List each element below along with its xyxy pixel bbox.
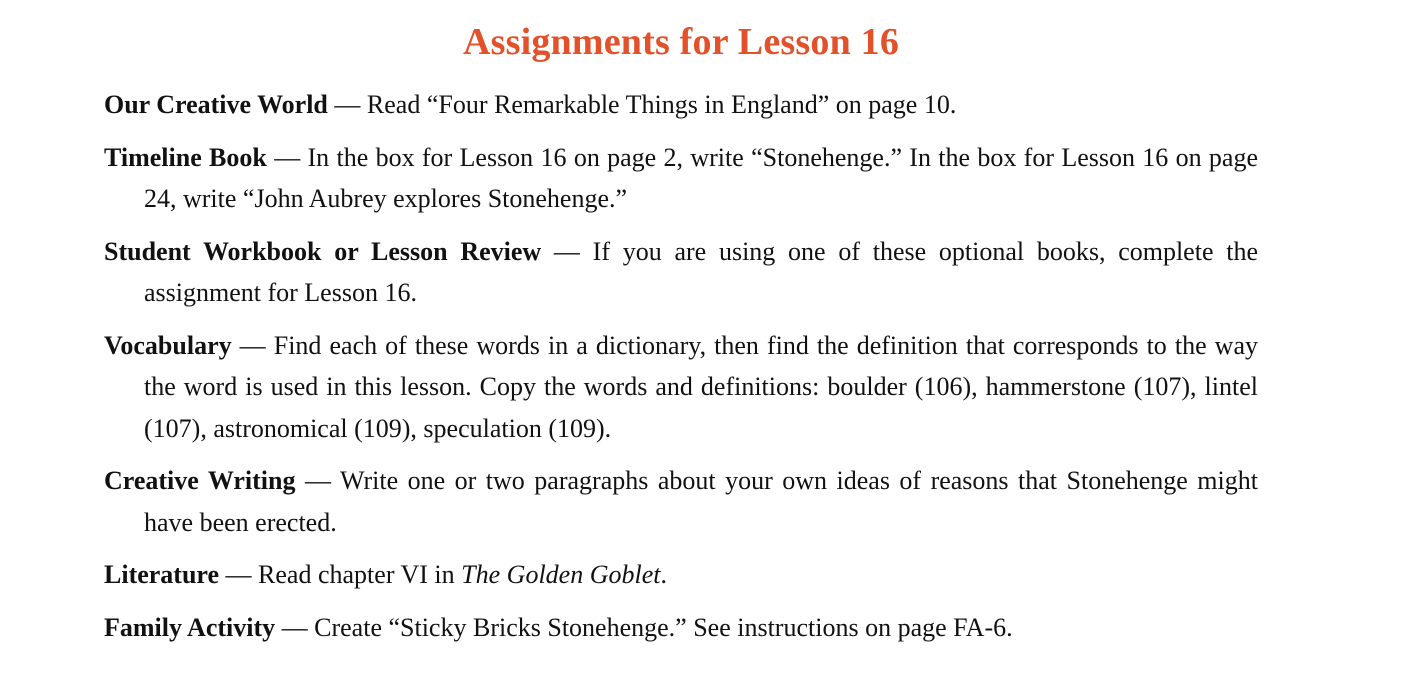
assignment-vocabulary <box>104 325 1258 450</box>
assignment-label: Student Workbook or Lesson Review <box>104 236 542 266</box>
assignment-separator: — <box>266 142 308 172</box>
assignment-student-workbook <box>104 231 1258 314</box>
assignment-text: Find each of these words in a dictionary, then find the definition that corresponds to the way the word is used in this lesson. Copy the words and definitions: boulder (106), hammerstone (107), lintel (107), astronomical (109), speculation (109). <box>144 330 1258 443</box>
assignment-separator: — <box>219 560 259 589</box>
assignment-family-activity <box>104 607 1258 649</box>
assignment-text: If you are using one of these optional books, complete the assignment for Lesson 16. <box>144 236 1258 307</box>
assignment-text-end: . <box>660 560 667 589</box>
assignment-text: Create “Sticky Bricks Stonehenge.” See instructions on page FA-6. <box>314 612 1013 642</box>
assignment-text: Read chapter VI in <box>258 560 462 589</box>
assignment-label: Timeline Book <box>104 142 267 172</box>
assignment-separator: — <box>295 466 340 495</box>
book-title: The Golden Goblet <box>461 560 661 589</box>
assignment-label: Vocabulary <box>104 330 232 360</box>
assignment-text: In the box for Lesson 16 on page 2, write “Stonehenge.” In the box for Lesson 16 on page 24, write “John Aubrey explores Stonehenge.” <box>144 142 1259 213</box>
assignment-creative-writing <box>104 460 1258 543</box>
assignment-timeline-book <box>104 137 1258 220</box>
assignment-text: Write one or two paragraphs about your own ideas of reasons that Stonehenge might have been erected. <box>144 466 1258 537</box>
assignment-text: Read “Four Remarkable Things in England” on page 10. <box>366 90 957 119</box>
assignment-list <box>104 84 1258 659</box>
assignment-our-creative-world <box>104 84 1258 126</box>
assignment-separator: — <box>541 236 593 266</box>
assignment-separator: — <box>231 330 274 360</box>
assignment-literature <box>104 554 1258 596</box>
assignment-label: Our Creative World <box>104 90 328 119</box>
page-title: Assignments for Lesson 16 <box>462 21 900 63</box>
assignment-label: Creative Writing <box>104 466 296 495</box>
assignment-label: Literature <box>104 560 220 589</box>
assignment-separator: — <box>327 90 367 119</box>
assignment-separator: — <box>275 612 315 642</box>
assignment-label: Family Activity <box>104 612 276 642</box>
